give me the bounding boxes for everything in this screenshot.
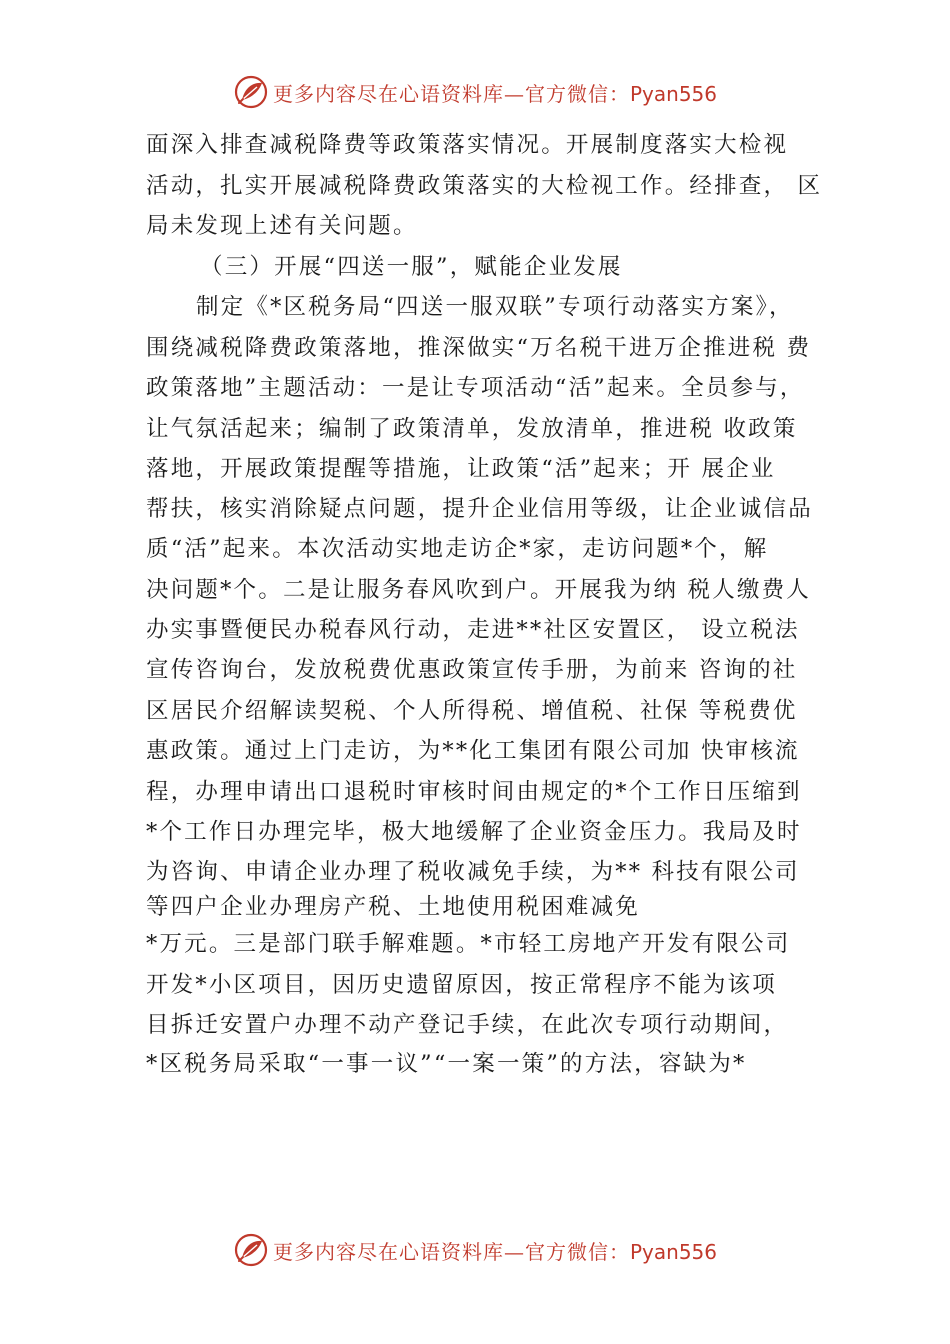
footer-banner-text: 更多内容尽在心语资料库—官方微信：Pyan556 [272,1239,717,1264]
body-line: 制定《*区税务局“四送一服双联”专项行动落实方案》， [196,294,794,320]
body-line: 惠政策。通过上门走访，为**化工集团有限公司加 快审核流 [146,738,800,764]
body-line: 活动，扎实开展减税降费政策落实的大检视工作。经排查， 区 [146,173,823,199]
footer-banner [0,1232,950,1268]
body-line: 程，办理申请出口退税时审核时间由规定的*个工作日压缩到 [146,779,802,805]
body-line: 政策落地”主题活动：一是让专项活动“活”起来。全员参与， [146,375,805,401]
body-line: 让气氛活起来；编制了政策清单，发放清单，推进税 收政策 [146,416,798,442]
body-line: 区居民介绍解读契税、个人所得税、增值税、社保 等税费优 [146,698,798,724]
section-heading: （三）开展“四送一服”，赋能企业发展 [200,254,623,280]
body-line: *个工作日办理完毕，极大地缓解了企业资金压力。我局及时 [146,819,802,845]
body-line: 决问题*个。二是让服务春风吹到户。开展我为纳 税人缴费人 [146,577,812,603]
body-line: 等四户企业办理房产税、土地使用税困难减免 [146,894,641,920]
body-line: 开发*小区项目，因历史遗留原因，按正常程序不能为该项 [146,972,777,998]
body-line: *区税务局采取“一事一议”“一案一策”的方法，容缺为* [146,1051,747,1077]
body-line: *万元。三是部门联手解难题。*市轻工房地产开发有限公司 [146,931,791,957]
body-line: 帮扶，核实消除疑点问题，提升企业信用等级，让企业诚信品 [146,496,813,522]
body-line: 宣传咨询台，发放税费优惠政策宣传手册，为前来 咨询的社 [146,657,798,683]
body-line: 局未发现上述有关问题。 [146,213,418,239]
body-line: 质“活”起来。本次活动实地走访企*家，走访问题*个，解 [146,536,769,562]
footer-wechat-id: Pyan556 [629,1239,717,1264]
body-line: 办实事暨便民办税春风行动，走进**社区安置区， 设立税法 [146,617,800,643]
body-line: 目拆迁安置户办理不动产登记手续，在此次专项行动期间， [146,1012,789,1038]
header-wechat-id: Pyan556 [629,81,717,106]
body-line: 为咨询、申请企业办理了税收减免手续，为** 科技有限公司 [146,859,800,885]
body-line: 围绕减税降费政策落地，推深做实“万名税干进万企推进税 费 [146,335,812,361]
body-line: 面深入排查减税降费等政策落实情况。开展制度落实大检视 [146,132,789,158]
leaf-logo-icon [233,1232,269,1268]
body-line: 落地，开展政策提醒等措施，让政策“活”起来；开 展企业 [146,456,776,482]
header-banner-text: 更多内容尽在心语资料库—官方微信：Pyan556 [272,81,717,106]
